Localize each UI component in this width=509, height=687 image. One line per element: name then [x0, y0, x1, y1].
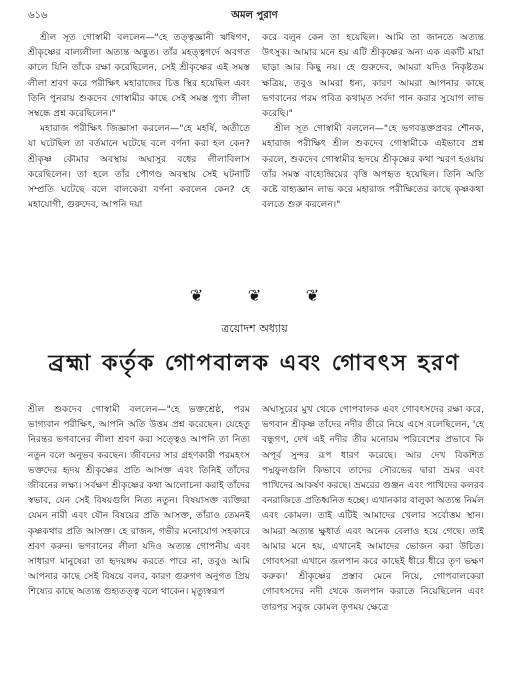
paragraph: মহারাজ পরীক্ষিৎ জিজ্ঞাসা করলেন—"হে মহর্ষি, অতীতে যা ঘটেছিল তা বর্তমানে ঘটেছে বলে বর্ণনা করা হল কেন? শ্রীকৃষ্ণ কৌমার অবস্থায় অঘাসুর বধের লীলাবিলাস করেছিলেন। তা হলে তাঁর পৌগণ্ড অবস্থায় সেই ঘটনাটি সম্প্রতি ঘটেছে বলে বালকেরা বর্ণনা করলেন কেন? হে মহাযোগী, গুরুদেব, আপনি দয়া [28, 123, 250, 211]
floral-ornament-icon: ❦ [247, 286, 262, 305]
paragraph: অঘাসুরের মুখ থেকে গোপবালক এবং গোবৎসদের রক্ষা করে, ভগবান শ্রীকৃষ্ণ তাঁদের নদীর তীরে নিয়ে এসে বলেছিলেন, 'হে বন্ধুগণ, দেখ এই নদীর তীর মনোরম পরিবেশের প্রভাবে কি অপূর্ব সুন্দর রূপ ধারণ করেছে। আর দেখ বিকশিত পদ্মফুলগুলি কিভাবে তাদের সৌরভের দ্বারা ভ্রমর এবং পাখিদের আকর্ষণ করছে। ভ্রমরের গুঞ্জন এবং পাখিদের কলরব বনরাজিতে প্রতিধ্বনিত হচ্ছে। এখানকার বালুকা অত্যন্ত নির্মল এবং কোমল। তাই এটিই আমাদের খেলার সর্বোত্তম স্থান। আমরা অত্যন্ত ক্ষুধার্ত এবং অনেক বেলাও হয়ে গেছে। তাই আমার মনে হয়, এখানেই আমাদের ভোজন করা উচিত। গোবৎসরা এখানে জলপান করে কাছেই ধীরে ধীরে তৃণ ভক্ষণ করুক।' শ্রীকৃষ্ণের প্রস্তাব মেনে নিয়ে, গোপবালকেরা গোবৎসদের নদী থেকে জলপান করাতে নিয়েছিলেন এবং তারপর সবুজ কোমল তৃণময় ক্ষেত্রে [262, 404, 484, 613]
floral-ornament-icon: ❦ [305, 286, 320, 305]
paragraph: করে বলুন কেন তা হয়েছিল। আমি তা জানতে অত্যন্ত উৎসুক। আমার মনে হয় এটি শ্রীকৃষ্ণের অন্য এক একটি মায়া ছাড়া আর কিছু নয়। হে গুরুদেব, আমরা যদিও নিকৃষ্টতম ক্ষত্রিয়, তবুও আমরা ধন্য, কারণ আমরা আপনার কাছে ভগবানের পরম পবিত্র কথামৃত সর্বদা পান করার সুযোগ লাভ করেছি।" [262, 32, 484, 120]
running-head: অমল পুরাণ [231, 10, 278, 21]
ornament-divider [0, 286, 509, 305]
bottom-left-column [28, 402, 250, 600]
floral-ornament-icon: ❦ [189, 286, 204, 305]
paragraph: শ্রীল শুকদেব গোস্বামী বললেন—"হে ভক্তশ্রেষ্ঠ, পরম ভাগ্যবান পরীক্ষিৎ, আপনি অতি উত্তম প্রশ্ন করেছেন। যেহেতু নিরন্তর ভগবানের লীলা শ্রবণ করা সত্ত্বেও আপনি তা নিত্য নতুন বলে অনুভব করছেন। জীবনের সার গ্রহণকারী পরমহংস ভক্তদের হৃদয় শ্রীকৃষ্ণের প্রতি আসক্ত এবং তিনিই তাঁদের জীবনের লক্ষ্য। সর্বক্ষণ শ্রীকৃষ্ণের কথা আলোচনা করাই তাঁদের স্বভাব, যেন সেই বিষয়গুলি নিত্য নতুন। বিষয়াসক্ত ব্যক্তিরা যেমন নারী এবং যৌন বিষয়ের প্রতি আসক্ত, তাঁরাও তেমনই কৃষ্ণকথার প্রতি আসক্ত। হে রাজন, গভীর মনোযোগ সহকারে শ্রবণ করুন। ভগবানের লীলা যদিও অত্যন্ত গোপনীয় এবং সাধারণ মানুষেরা তা হৃদয়ঙ্গম করতে পারে না, তবুও আমি আপনার কাছে সেই বিষয়ে বলব, কারণ গুরুগণ অনুগত প্রিয় শিষ্যের কাছে অত্যন্ত গুহ্যতত্ত্ব বলে থাকেন। মৃত্যুস্বরূপ [28, 404, 250, 598]
paragraph: শ্রীল সূত গোস্বামী বললেন—"হে ভগবদ্ভক্তপ্রবর শৌনক, মহারাজ পরীক্ষিৎ শ্রীল শুকদেব গোস্বামীকে এইভাবে প্রশ্ন করলে, শুকদেব গোস্বামীর হৃদয়ে শ্রীকৃষ্ণের কথা স্মরণ হওয়ায় তাঁর সমস্ত বাহ্যেন্দ্রিয়ের বৃত্তি অপহৃত হয়েছিল। তিনি অতি কষ্টে বাহ্যজ্ঞান লাভ করে মহারাজ পরীক্ষিতের কাছে কৃষ্ণকথা বলতে শুরু করলেন।" [262, 123, 484, 211]
chapter-title: ব্রহ্মা কর্তৃক গোপবালক এবং গোবৎস হরণ [48, 351, 461, 376]
top-right-column [262, 30, 484, 212]
top-left-column [28, 30, 250, 212]
paragraph: শ্রীল সূত গোস্বামী বললেন—"হে তত্ত্বজ্ঞানী ঋষিগণ, শ্রীকৃষ্ণের বাল্যলীলা অত্যন্ত অদ্ভুত। তাঁর মহত্ত্বগর্দে অবগত কালে যিনি তাঁকে রক্ষা করেছিলেন, সেই শ্রীকৃষ্ণের এই সমস্ত লীলা শ্রবণ করে পরীক্ষিৎ মহারাজের চিত্ত স্থির হয়েছিল এবং তিনি পুনরায় শুকদেব গোস্বামীর কাছে সেই সমস্ত পুণ্য লীলা সম্বন্ধে প্রশ্ন করেছিলেন।" [28, 32, 250, 120]
page-number: ৬১৬ [28, 10, 48, 21]
bottom-right-column [262, 402, 484, 615]
chapter-label: ত্রয়োদশ অধ্যায় [221, 322, 288, 335]
